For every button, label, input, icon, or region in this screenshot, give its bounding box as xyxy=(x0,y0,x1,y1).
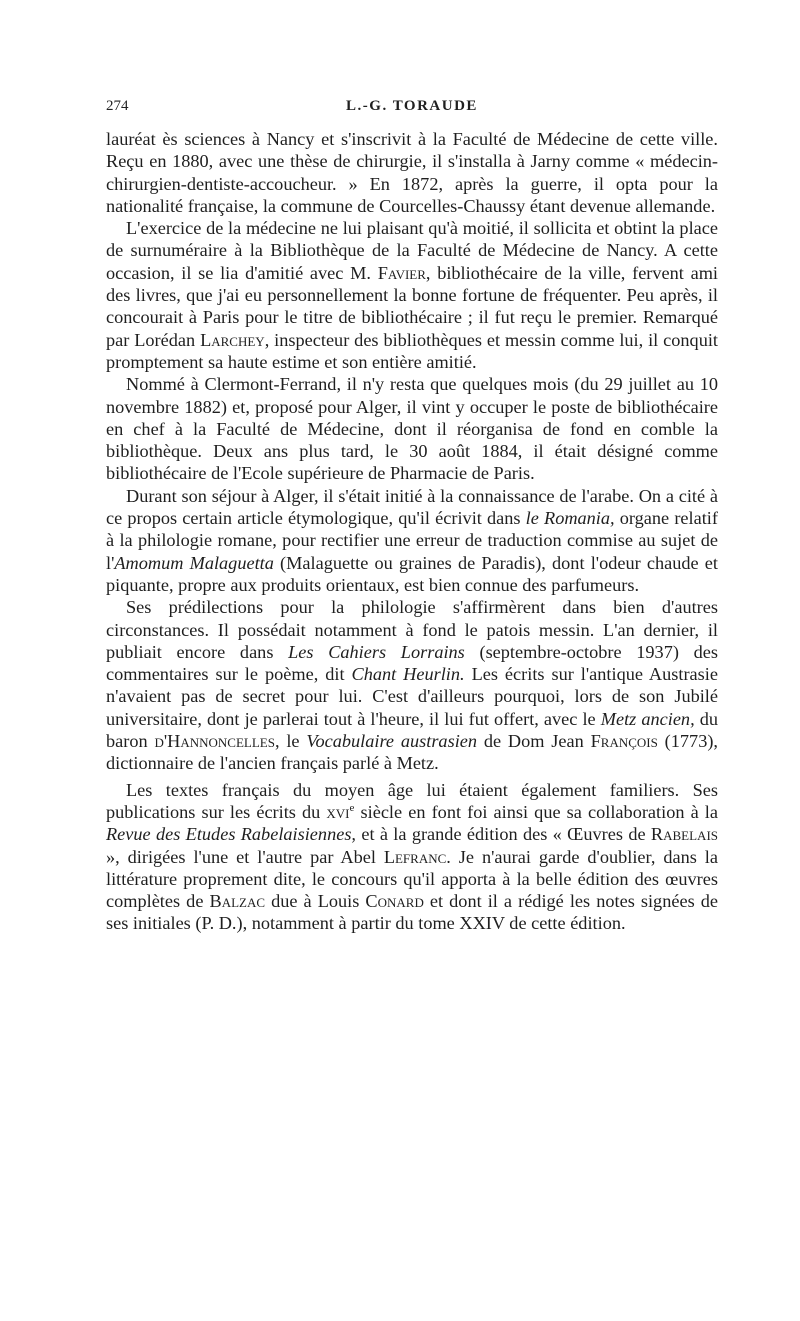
title-revue-etudes-rabelaisiennes: Revue des Etudes Rabelaisiennes, xyxy=(106,824,357,845)
paragraph-4-text-a: Durant son séjour à Alger, il s'était initié à la connaissance de l'arabe. On a cité à ce propos certain article étymologique, qu'il écrivit dans xyxy=(106,485,718,529)
paragraph-2 xyxy=(106,217,718,373)
name-rabelais: Rabelais xyxy=(650,824,719,845)
paragraph-6-text-f: due à Louis xyxy=(265,891,366,912)
title-le-romania: le Romania, xyxy=(525,508,615,529)
paragraph-6-text-d: », dirigées l'une et l'autre par Abel xyxy=(106,846,384,867)
running-header xyxy=(106,98,718,128)
paragraph-6-text-c: et à la grande édition des « Œuvres de xyxy=(356,824,651,845)
paragraph-3 xyxy=(106,373,718,484)
paragraph-4 xyxy=(106,485,718,596)
name-francois: François xyxy=(590,731,658,752)
paragraph-6-text-g: et dont il a rédigé les notes signées de ses initiales (P. D.), notamment à partir du tome XXIV de cette édition. xyxy=(106,891,718,934)
paragraph-5-text-a: Ses prédilections pour la philologie s'affirmèrent dans bien d'autres circonstances. Il possédait notamment à fond le patois messin. L'an dernier, il publiait encore dans xyxy=(106,597,718,662)
name-larchey: Larchey xyxy=(200,329,265,350)
paragraph-5-text-g: (1773), dictionnaire de l'ancien français parlé à Metz. xyxy=(106,731,718,774)
paragraph-3-text: Nommé à Clermont-Ferrand, il n'y resta que quelques mois (du 29 juillet au 10 novembre 1882) et, proposé pour Alger, il vint y occuper le poste de bibliothécaire en chef à la Faculté de Médecine, dont il réorganisa de fond en comble la bibliothèque. Deux ans plus tard, le 30 août 1884, il était désigné comme bibliothécaire de l'Ecole supérieure de Pharmacie de Paris. xyxy=(106,374,718,484)
name-balzac: Balzac xyxy=(209,891,266,912)
paragraph-5-text-e: , le xyxy=(274,731,307,752)
paragraph-5 xyxy=(106,596,718,774)
term-amomum-malaguetta: Amomum Malaguetta xyxy=(114,552,274,573)
title-vocabulaire-austrasien: Vocabulaire austrasien xyxy=(306,731,478,752)
paragraph-2-text-c: , inspecteur des bibliothèques et messin comme lui, il conquit promptement sa haute estime et son entière amitié. xyxy=(106,329,718,372)
running-title: L.-G. TORAUDE xyxy=(346,98,478,114)
paragraph-6 xyxy=(106,779,718,935)
paragraph-1-text: lauréat ès sciences à Nancy et s'inscrivit à la Faculté de Médecine de cette ville. Reçu en 1880, avec une thèse de chirurgie, il s'installa à Jarny comme « médecin-chirurgien-dentiste-accoucheur. » En 1872, après la guerre, il opta pour la nationalité française, la commune de Courcelles-Chaussy étant devenue allemande. xyxy=(106,129,718,216)
document-page xyxy=(106,98,718,935)
paragraph-2-text-b: , bibliothécaire de la ville, fervent ami des livres, que j'ai eu personnellement la bonne fortune de fréquenter. Peu après, il concourait à Paris pour le titre de bibliothécaire ; il fut reçu le premier. Remarqué par Lorédan xyxy=(106,262,719,350)
paragraph-5-text-b: (septembre-octobre 1937) des commentaires sur le poème, dit xyxy=(106,641,718,685)
paragraph-4-text-b: organe relatif à la philologie romane, pour rectifier une erreur de traduction commise au sujet de l' xyxy=(106,508,718,573)
century-xvi: xvi xyxy=(326,801,350,822)
name-lefranc: Lefranc xyxy=(383,846,447,867)
paragraph-6-text-b: siècle en font foi ainsi que sa collaboration à la xyxy=(354,801,718,822)
paragraph-6-text-a: Les textes français du moyen âge lui étaient également familiers. Ses publications sur les écrits du xyxy=(106,779,718,822)
name-conard: Conard xyxy=(365,891,424,912)
century-superscript: e xyxy=(349,801,355,814)
paragraph-5-text-f: de Dom Jean xyxy=(477,731,591,752)
paragraph-5-text-d: du baron xyxy=(106,708,718,752)
page-number: 274 xyxy=(106,98,129,114)
name-favier: Favier xyxy=(377,262,426,283)
paragraph-4-text-c: (Malaguette ou graines de Paradis), dont l'odeur chaude et piquante, propre aux produits orientaux, est bien connue des parfumeurs. xyxy=(106,552,718,595)
title-chant-heurlin: Chant Heurlin. xyxy=(351,664,465,685)
paragraph-5-text-c: Les écrits sur l'antique Austrasie n'avaient pas de secret pour lui. C'est d'ailleurs pourquoi, lors de son Jubilé universitaire, dont je parlerai tout à l'heure, il lui fut offert, avec le xyxy=(106,664,718,729)
body-text xyxy=(106,128,718,935)
paragraph-1 xyxy=(106,128,718,217)
title-cahiers-lorrains: Les Cahiers Lorrains xyxy=(288,641,465,662)
name-hannoncelles: d'Hannoncelles xyxy=(154,731,275,752)
paragraph-2-text-a: L'exercice de la médecine ne lui plaisant qu'à moitié, il sollicita et obtint la place de surnuméraire à la Bibliothèque de la Faculté de Médecine de Nancy. A cette occasion, il se lia d'amitié avec M. xyxy=(106,218,718,283)
paragraph-6-text-e: . Je n'aurai garde d'oublier, dans la littérature proprement dite, le concours qu'il apporta à la belle édition des œuvres complètes de xyxy=(106,846,718,912)
title-metz-ancien: Metz ancien, xyxy=(600,708,695,729)
